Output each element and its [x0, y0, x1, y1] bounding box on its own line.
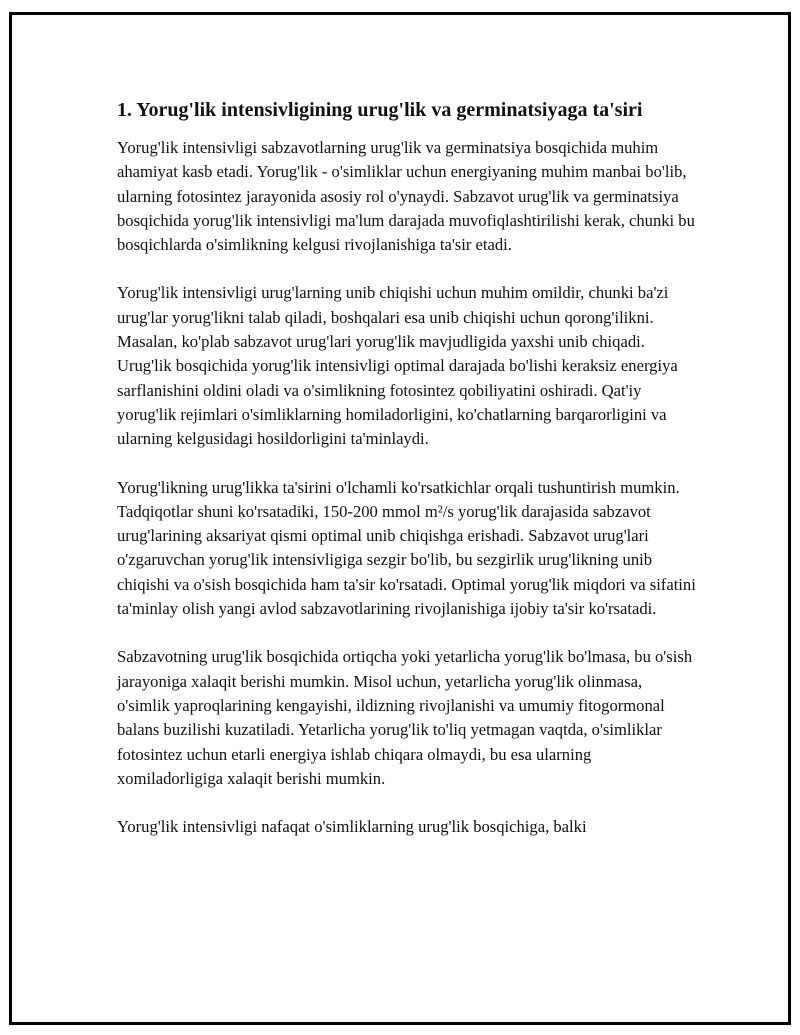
section-heading: 1. Yorug'lik intensivligining urug'lik va germinatsiyaga ta'siri: [117, 99, 643, 121]
paragraph-1: Yorug'lik intensivligi sabzavotlarning urug'lik va germinatsiya bosqichida muhim ahamiyat kasb etadi. Yorug'lik - o'simliklar uchun energiyaning muhim manbai bo'lib, ularning fotosintez jarayonida asosiy rol o'ynaydi. Sabzavot urug'lik va germinatsiya bosqichida yorug'lik intensivligi ma'lum darajada muvofiqlashtirilishi kerak, chunki bu bosqichlarda o'simlikning kelgusi rivojlanishiga ta'sir etadi.: [117, 138, 695, 255]
page-frame: [9, 12, 791, 1025]
paragraph-5: Yorug'lik intensivligi nafaqat o'simliklarning urug'lik bosqichiga, balki: [117, 817, 587, 837]
paragraph-4: Sabzavotning urug'lik bosqichida ortiqcha yoki yetarlicha yorug'lik bo'lmasa, bu o'sish jarayoniga xalaqit berishi mumkin. Misol uchun, yetarlicha yorug'lik olinmasa, o'simlik yaproqlarining kengayishi, ildizning rivojlanishi va umumiy fitogormonal balans buzilishi kuzatiladi. Yetarlicha yorug'lik to'liq yetmagan vaqtda, o'simliklar fotosintez uchun etarli energiya ishlab chiqara olmaydi, bu esa ularning xomiladorligiga xalaqit berishi mumkin.: [117, 647, 693, 788]
paragraph-3: Yorug'likning urug'likka ta'sirini o'lchamli ko'rsatkichlar orqali tushuntirish mumkin. Tadqiqotlar shuni ko'rsatadiki, 150-200 mmol m²/s yorug'lik darajasida sabzavot urug'larining aksariyat qismi optimal unib chiqishga erishadi. Sabzavot urug'lari o'zgaruvchan yorug'lik intensivligiga sezgir bo'lib, bu sezgirlik urug'likning unib chiqishi va o'sish bosqichida ham ta'sir ko'rsatadi. Optimal yorug'lik miqdori va sifatini ta'minlay olish yangi avlod sabzavotlarining rivojlanishiga ijobiy ta'sir ko'rsatadi.: [117, 477, 696, 619]
paragraph-2: Yorug'lik intensivligi urug'larning unib chiqishi uchun muhim omildir, chunki ba'zi urug'lar yorug'likni talab qiladi, boshqalari esa unib chiqishi uchun qorong'ilikni. Masalan, ko'plab sabzavot urug'lari yorug'lik mavjudligida yaxshi unib chiqadi. Urug'lik bosqichida yorug'lik intensivligi optimal darajada bo'lishi keraksiz energiya sarflanishini oldini oladi va o'simlikning fotosintez qobiliyatini oshiradi. Qat'iy yorug'lik rejimlari o'simliklarning homiladorligini, ko'chatlarning barqarorligini va ularning kelgusidagi hosildorligini ta'minlaydi.: [117, 283, 678, 449]
document-body: [117, 95, 697, 863]
